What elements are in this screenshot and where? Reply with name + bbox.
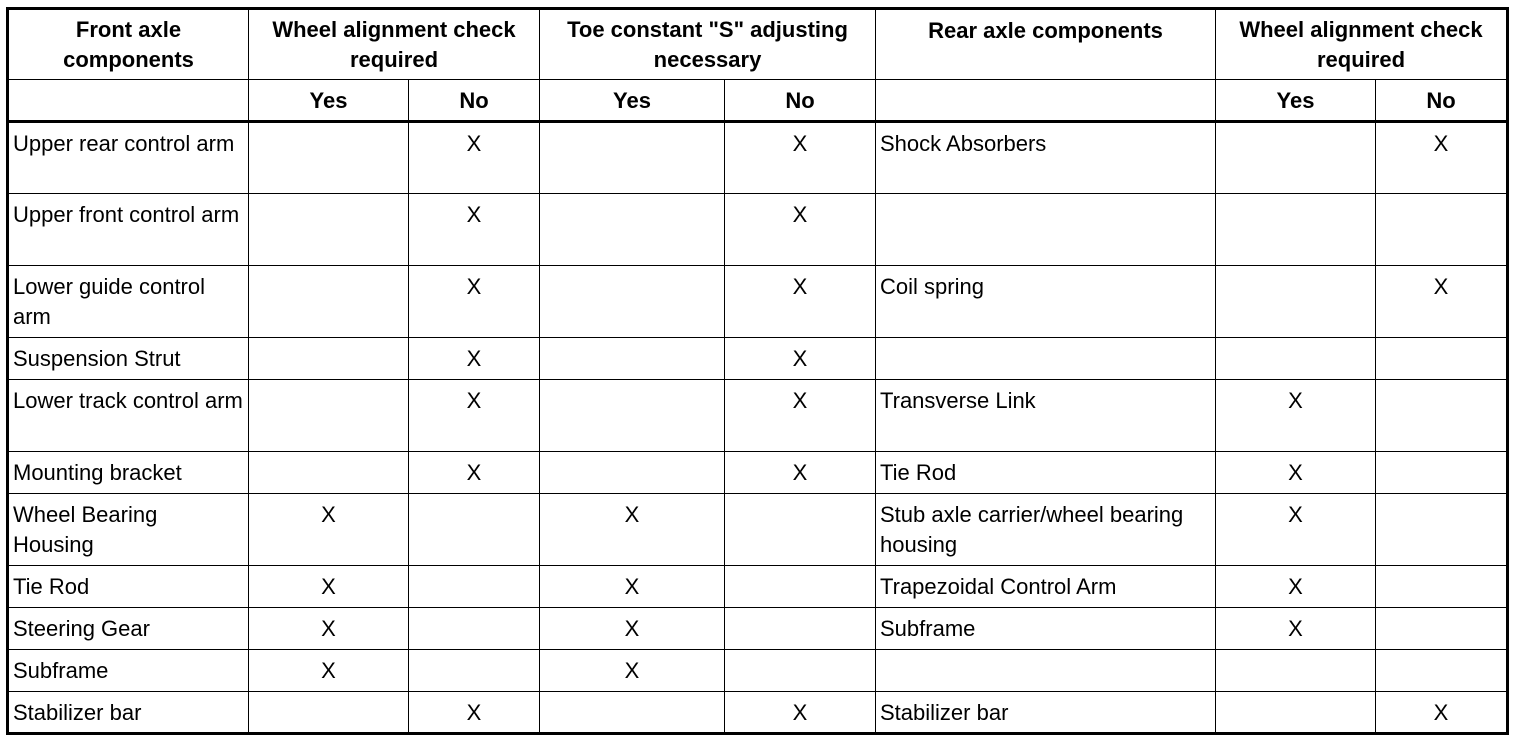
- rear-alignment-no-cell: [1376, 494, 1508, 566]
- rear-alignment-yes-cell: X: [1216, 566, 1376, 608]
- rear-component-cell: [876, 194, 1216, 266]
- toe-no-cell: X: [725, 452, 876, 494]
- front-alignment-yes-cell: [249, 452, 409, 494]
- header-front-alignment-yes: Yes: [249, 80, 409, 122]
- rear-alignment-no-cell: [1376, 338, 1508, 380]
- front-alignment-no-cell: [409, 608, 540, 650]
- header-row-primary: [8, 9, 1508, 80]
- front-alignment-no-cell: [409, 494, 540, 566]
- front-alignment-yes-cell: [249, 338, 409, 380]
- toe-no-cell: X: [725, 338, 876, 380]
- front-alignment-yes-cell: [249, 380, 409, 452]
- rear-alignment-no-cell: [1376, 380, 1508, 452]
- toe-yes-cell: X: [540, 494, 725, 566]
- header-rear-components: Rear axle components: [876, 9, 1216, 80]
- front-alignment-no-cell: X: [409, 266, 540, 338]
- toe-yes-cell: X: [540, 650, 725, 692]
- front-component-cell: Stabilizer bar: [8, 692, 249, 734]
- header-rear-alignment-no: No: [1376, 80, 1508, 122]
- toe-yes-cell: [540, 122, 725, 194]
- rear-alignment-yes-cell: [1216, 692, 1376, 734]
- rear-alignment-yes-cell: X: [1216, 380, 1376, 452]
- rear-component-cell: Trapezoidal Control Arm: [876, 566, 1216, 608]
- rear-component-cell: Subframe: [876, 608, 1216, 650]
- toe-no-cell: X: [725, 380, 876, 452]
- toe-no-cell: X: [725, 194, 876, 266]
- table-row: [8, 494, 1508, 566]
- table-row: [8, 338, 1508, 380]
- front-component-cell: Subframe: [8, 650, 249, 692]
- rear-alignment-no-cell: [1376, 194, 1508, 266]
- rear-component-cell: Shock Absorbers: [876, 122, 1216, 194]
- front-alignment-no-cell: [409, 650, 540, 692]
- header-front-alignment-no: No: [409, 80, 540, 122]
- rear-component-cell: Stub axle carrier/wheel bearing housing: [876, 494, 1216, 566]
- front-component-cell: Upper front control arm: [8, 194, 249, 266]
- toe-no-cell: [725, 494, 876, 566]
- wheel-alignment-table: [6, 7, 1509, 735]
- front-alignment-no-cell: X: [409, 380, 540, 452]
- front-component-cell: Lower track control arm: [8, 380, 249, 452]
- header-toe-yes: Yes: [540, 80, 725, 122]
- toe-no-cell: [725, 650, 876, 692]
- header-toe-constant: Toe constant "S" adjusting necessary: [540, 9, 876, 80]
- front-alignment-yes-cell: X: [249, 494, 409, 566]
- toe-no-cell: X: [725, 266, 876, 338]
- toe-yes-cell: [540, 692, 725, 734]
- table-row: [8, 566, 1508, 608]
- rear-alignment-yes-cell: [1216, 122, 1376, 194]
- rear-alignment-yes-cell: X: [1216, 494, 1376, 566]
- header-front-components: Front axle components: [8, 9, 249, 80]
- header-blank: [876, 80, 1216, 122]
- rear-component-cell: Transverse Link: [876, 380, 1216, 452]
- front-component-cell: Mounting bracket: [8, 452, 249, 494]
- rear-alignment-yes-cell: [1216, 338, 1376, 380]
- header-toe-no: No: [725, 80, 876, 122]
- table-row: [8, 692, 1508, 734]
- toe-no-cell: [725, 566, 876, 608]
- front-alignment-yes-cell: X: [249, 608, 409, 650]
- front-alignment-yes-cell: [249, 194, 409, 266]
- front-alignment-yes-cell: X: [249, 650, 409, 692]
- rear-component-cell: [876, 338, 1216, 380]
- front-component-cell: Steering Gear: [8, 608, 249, 650]
- table-row: [8, 452, 1508, 494]
- table-row: [8, 266, 1508, 338]
- rear-component-cell: Stabilizer bar: [876, 692, 1216, 734]
- toe-no-cell: X: [725, 692, 876, 734]
- front-alignment-no-cell: [409, 566, 540, 608]
- header-front-alignment: Wheel alignment check required: [249, 9, 540, 80]
- front-component-cell: Lower guide control arm: [8, 266, 249, 338]
- front-alignment-no-cell: X: [409, 338, 540, 380]
- toe-yes-cell: [540, 452, 725, 494]
- front-alignment-yes-cell: [249, 692, 409, 734]
- rear-alignment-yes-cell: [1216, 650, 1376, 692]
- header-row-secondary: [8, 80, 1508, 122]
- rear-alignment-yes-cell: [1216, 266, 1376, 338]
- rear-alignment-no-cell: [1376, 650, 1508, 692]
- rear-alignment-no-cell: [1376, 608, 1508, 650]
- rear-alignment-yes-cell: [1216, 194, 1376, 266]
- rear-alignment-no-cell: [1376, 566, 1508, 608]
- front-alignment-no-cell: X: [409, 692, 540, 734]
- table-body: [8, 122, 1508, 734]
- front-alignment-yes-cell: X: [249, 566, 409, 608]
- header-rear-alignment: Wheel alignment check required: [1216, 9, 1508, 80]
- table-row: [8, 122, 1508, 194]
- table-row: [8, 608, 1508, 650]
- toe-yes-cell: [540, 194, 725, 266]
- front-component-cell: Wheel Bearing Housing: [8, 494, 249, 566]
- rear-alignment-yes-cell: X: [1216, 452, 1376, 494]
- table-row: [8, 194, 1508, 266]
- toe-yes-cell: [540, 380, 725, 452]
- table-row: [8, 650, 1508, 692]
- table-row: [8, 380, 1508, 452]
- rear-component-cell: [876, 650, 1216, 692]
- front-component-cell: Tie Rod: [8, 566, 249, 608]
- front-alignment-no-cell: X: [409, 122, 540, 194]
- rear-alignment-no-cell: [1376, 452, 1508, 494]
- front-alignment-yes-cell: [249, 266, 409, 338]
- front-alignment-yes-cell: [249, 122, 409, 194]
- toe-yes-cell: [540, 266, 725, 338]
- header-blank: [8, 80, 249, 122]
- toe-yes-cell: X: [540, 608, 725, 650]
- toe-yes-cell: X: [540, 566, 725, 608]
- rear-alignment-no-cell: X: [1376, 692, 1508, 734]
- front-component-cell: Upper rear control arm: [8, 122, 249, 194]
- rear-component-cell: Coil spring: [876, 266, 1216, 338]
- rear-alignment-no-cell: X: [1376, 122, 1508, 194]
- toe-no-cell: [725, 608, 876, 650]
- header-rear-alignment-yes: Yes: [1216, 80, 1376, 122]
- rear-alignment-yes-cell: X: [1216, 608, 1376, 650]
- front-alignment-no-cell: X: [409, 452, 540, 494]
- front-alignment-no-cell: X: [409, 194, 540, 266]
- toe-yes-cell: [540, 338, 725, 380]
- toe-no-cell: X: [725, 122, 876, 194]
- front-component-cell: Suspension Strut: [8, 338, 249, 380]
- rear-alignment-no-cell: X: [1376, 266, 1508, 338]
- rear-component-cell: Tie Rod: [876, 452, 1216, 494]
